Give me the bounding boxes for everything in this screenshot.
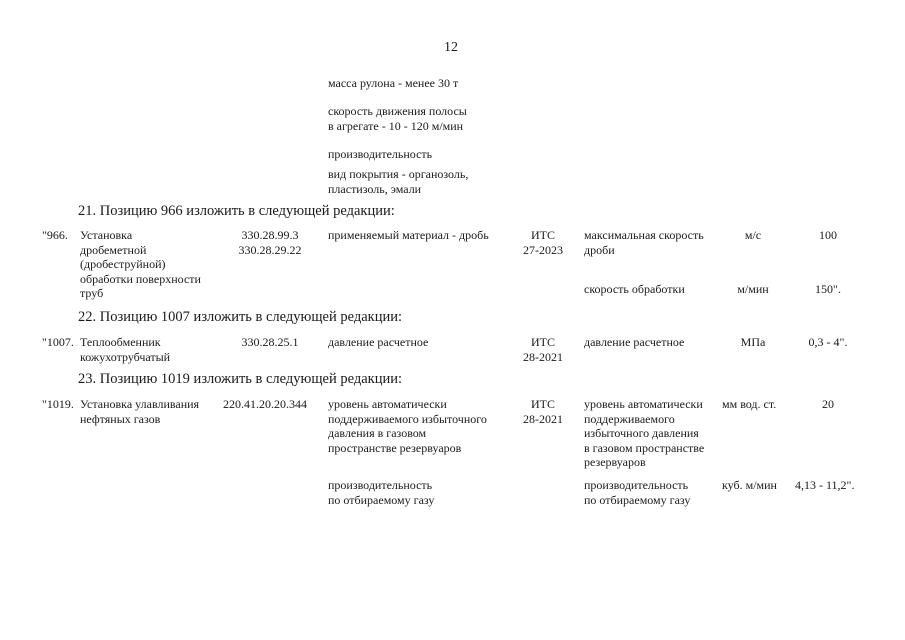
its-reference: ИТС 27-2023	[523, 228, 563, 257]
parameter-unit: мм вод. ст.	[722, 397, 777, 411]
parameter-unit: МПа	[740, 335, 766, 349]
feature-text: давление расчетное	[328, 335, 429, 349]
parameter-value: 20	[822, 397, 834, 411]
parameter-value: 150".	[815, 282, 841, 296]
parameter-value: 4,13 - 11,2".	[795, 478, 855, 492]
parameter-value: 0,3 - 4".	[808, 335, 848, 349]
its-reference: ИТС 28-2021	[523, 335, 563, 364]
parameter-unit: м/мин	[737, 282, 769, 296]
parameter-name: производительность по отбираемому газу	[584, 478, 691, 507]
equipment-name: Теплообменник кожухотрубчатый	[80, 335, 171, 364]
feature-text: производительность по отбираемому газу	[328, 478, 435, 507]
equipment-name: Установка улавливания нефтяных газов	[80, 397, 200, 426]
parameter-name: давление расчетное	[584, 335, 685, 349]
parameter-name: максимальная скорость дроби	[584, 228, 704, 257]
section-heading: 22. Позицию 1007 изложить в следующей редакции:	[78, 309, 403, 325]
parameter-name: уровень автоматически поддерживаемого избыточного давления в газовом пространстве резервуаров	[584, 397, 705, 469]
parameter-unit: м/с	[744, 228, 762, 242]
feature-text: производительность	[328, 147, 433, 161]
section-heading: 23. Позицию 1019 изложить в следующей редакции:	[78, 371, 403, 387]
parameter-unit: куб. м/мин	[722, 478, 777, 492]
feature-text: применяемый материал - дробь	[328, 228, 489, 242]
feature-text: вид покрытия - органозоль, пластизоль, эмали	[328, 167, 469, 196]
parameter-name: скорость обработки	[584, 282, 685, 296]
position-number: "966.	[42, 228, 68, 242]
its-reference: ИТС 28-2021	[523, 397, 563, 426]
okpd-codes: 220.41.20.20.344	[223, 397, 307, 411]
feature-text: масса рулона - менее 30 т	[328, 76, 459, 90]
position-number: "1019.	[42, 397, 74, 411]
parameter-value: 100	[819, 228, 837, 242]
feature-text: скорость движения полосы в агрегате - 10 - 120 м/мин	[328, 104, 467, 133]
equipment-name: Установка дробеметной (дробеструйной) обработки поверхности труб	[80, 228, 201, 300]
okpd-codes: 330.28.99.3 330.28.29.22	[238, 228, 302, 257]
position-number: "1007.	[42, 335, 74, 349]
section-heading: 21. Позицию 966 изложить в следующей редакции:	[78, 203, 395, 219]
okpd-codes: 330.28.25.1	[241, 335, 299, 349]
feature-text: уровень автоматически поддерживаемого избыточного давления в газовом пространстве резервуаров	[328, 397, 487, 455]
page-number: 12	[444, 40, 458, 55]
